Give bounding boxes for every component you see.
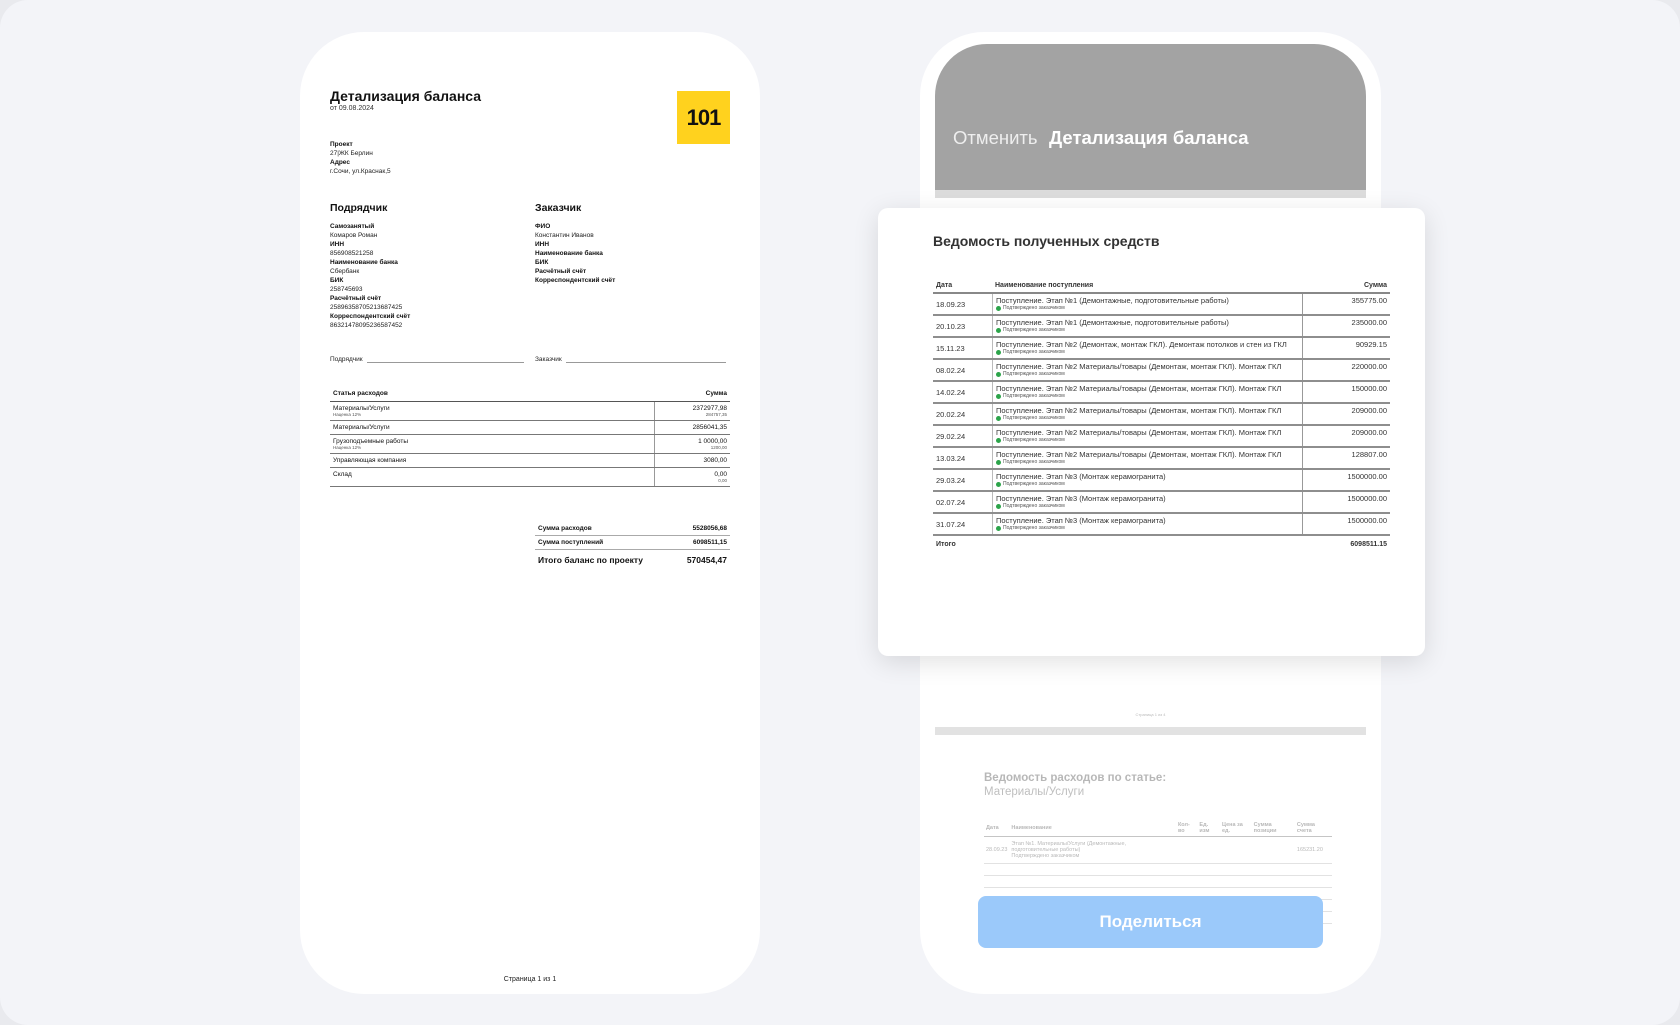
table-row (330, 421, 730, 435)
receipt-name: Поступление. Этап №2 Материалы/товары (Демонтаж, монтаж ГКЛ). Монтаж ГКЛ (996, 450, 1282, 459)
customer-signature (535, 356, 730, 363)
receipt-status-text: Подтверждено заказчиком (1003, 459, 1065, 465)
header-divider (935, 190, 1366, 198)
col-position-sum: Сумма позиции (1252, 820, 1295, 837)
receipt-name-cell (992, 426, 1303, 446)
status-dot-icon (996, 504, 1001, 509)
status-dot-icon (996, 372, 1001, 377)
receipt-status-text: Подтверждено заказчиком (1003, 503, 1065, 509)
total-expenses-label: Сумма расходов (538, 525, 592, 532)
col-expense-item: Статья расходов (333, 390, 388, 397)
table-row (933, 426, 1390, 448)
contractor-account: 25896358705213687425 (330, 304, 403, 311)
receipt-sum: 1500000.00 (1347, 516, 1387, 525)
contractor-bank-label: Наименование банка (330, 259, 398, 266)
receipt-sum: 90929.15 (1355, 340, 1387, 349)
expense-item: Управляющая компания (333, 457, 407, 464)
receipt-status (996, 481, 1299, 488)
receipt-status-text: Подтверждено заказчиком (1003, 393, 1065, 399)
receipt-date: 08.02.24 (936, 365, 966, 375)
col-invoice-sum: Сумма счета (1295, 820, 1332, 837)
receipt-status (996, 503, 1299, 510)
total-label: Итого (936, 541, 956, 548)
customer-signature-label: Заказчик (535, 356, 562, 363)
receipts-table (933, 282, 1390, 548)
receipt-status (996, 437, 1299, 444)
receipt-date: 15.11.23 (936, 343, 965, 353)
contractor-inn-label: ИНН (330, 241, 345, 248)
customer-corr-label: Корреспондентский счёт (535, 277, 616, 284)
status-dot-icon (996, 328, 1001, 333)
customer-bik-label: БИК (535, 259, 549, 266)
expense-item: Материалы/Услуги (333, 405, 390, 412)
receipt-name: Поступление. Этап №2 Материалы/товары (Демонтаж, монтаж ГКЛ). Монтаж ГКЛ (996, 362, 1282, 371)
col-date: Дата (936, 282, 953, 289)
table-row (330, 435, 730, 454)
expense-markup-sum: 0,00 (718, 478, 727, 483)
receipt-date: 20.02.24 (936, 409, 966, 419)
total-balance-value: 570454,47 (686, 555, 727, 565)
contractor-signature (330, 356, 526, 363)
col-name: Наименование (1009, 820, 1176, 837)
receipt-name-cell (992, 514, 1303, 534)
customer-bank-label: Наименование банка (535, 250, 603, 257)
table-row (984, 876, 1332, 888)
receipt-name-cell (992, 316, 1303, 336)
receipt-sum: 209000.00 (1351, 428, 1387, 437)
col-name: Наименование поступления (995, 282, 1094, 289)
receipt-date: 14.02.24 (936, 387, 966, 397)
receipt-status (996, 525, 1299, 532)
receipt-name-cell (992, 360, 1303, 380)
receipt-sum: 128807.00 (1351, 450, 1387, 459)
table-row (330, 454, 730, 468)
contractor-bik: 258745693 (330, 286, 363, 293)
signature-line (566, 357, 726, 363)
total-income-value: 6098511,15 (693, 539, 727, 546)
preview-header (935, 44, 1366, 190)
table-row (933, 404, 1390, 426)
receipt-status-text: Подтверждено заказчиком (1003, 481, 1065, 487)
table-row (984, 837, 1332, 864)
row-name (1009, 837, 1176, 864)
contractor-inn: 856908521258 (330, 250, 374, 257)
receipt-date: 13.03.24 (936, 453, 966, 463)
receipt-status (996, 459, 1299, 466)
receipts-total-row (933, 536, 1390, 548)
total-expenses-row (535, 522, 730, 536)
expense-statement-title: Ведомость расходов по статье: (984, 772, 1167, 784)
receipt-sum: 235000.00 (1351, 318, 1387, 327)
address-value: г.Сочи, ул.Краснак,5 (330, 168, 391, 175)
receipt-status-text: Подтверждено заказчиком (1003, 437, 1065, 443)
receipt-name-cell (992, 294, 1303, 314)
expense-markup: Наценка 12% (333, 412, 362, 417)
contractor-bik-label: БИК (330, 277, 344, 284)
contractor-account-label: Расчётный счёт (330, 295, 382, 302)
receipt-name-cell (992, 338, 1303, 358)
table-row (933, 382, 1390, 404)
balance-document-page (300, 32, 760, 994)
expense-item: Материалы/Услуги (333, 424, 390, 431)
expense-sum: 0,00 (714, 471, 727, 478)
table-row (933, 514, 1390, 536)
col-qty: Кол-во (1176, 820, 1197, 837)
receipt-date: 18.09.23 (936, 299, 966, 309)
receipt-date: 29.03.24 (936, 475, 966, 485)
receipts-header (933, 282, 1390, 294)
receipt-status-text: Подтверждено заказчиком (1003, 371, 1065, 377)
expense-sum: 2372977,98 (692, 405, 727, 412)
expense-sum: 1 0000,00 (698, 438, 727, 445)
status-dot-icon (996, 526, 1001, 531)
cancel-button[interactable]: Отменить (953, 127, 1038, 148)
expense-sum: 3080,00 (703, 457, 727, 464)
receipt-status-text: Подтверждено заказчиком (1003, 415, 1065, 421)
receipt-name: Поступление. Этап №1 (Демонтажные, подготовительные работы) (996, 318, 1229, 327)
receipt-name-cell (992, 492, 1303, 512)
table-row (330, 402, 730, 421)
table-row (933, 316, 1390, 338)
address-label: Адрес (330, 159, 350, 166)
receipt-status (996, 371, 1299, 378)
receipt-name-cell (992, 404, 1303, 424)
total-expenses-value: 5528056,68 (692, 525, 727, 532)
total-balance-row (535, 550, 730, 568)
receipt-date: 02.07.24 (936, 497, 966, 507)
receipts-title: Ведомость полученных средств (933, 233, 1160, 249)
total-balance-label: Итого баланс по проекту (538, 555, 643, 565)
customer-account-label: Расчётный счёт (535, 268, 587, 275)
status-dot-icon (996, 416, 1001, 421)
customer-heading: Заказчик (535, 202, 582, 214)
receipt-sum: 150000.00 (1351, 384, 1387, 393)
table-row (933, 360, 1390, 382)
col-unit: Ед. изм (1197, 820, 1220, 837)
expense-markup: Наценка 12% (333, 445, 362, 450)
receipt-name-cell (992, 448, 1303, 468)
table-row (933, 294, 1390, 316)
receipt-name: Поступление. Этап №2 Материалы/товары (Демонтаж, монтаж ГКЛ). Монтаж ГКЛ (996, 428, 1282, 437)
table-row (330, 468, 730, 487)
status-dot-icon (996, 482, 1001, 487)
expense-sum: 2856041,35 (692, 424, 727, 431)
col-date: Дата (984, 820, 1009, 837)
contractor-heading: Подрядчик (330, 202, 388, 214)
company-logo: 101 (677, 91, 730, 144)
contractor-name: Комаров Роман (330, 232, 378, 239)
contractor-bank: Сбербанк (330, 268, 360, 275)
row-total: 165231.20 (1295, 837, 1332, 864)
preview-title: Детализация баланса (1049, 127, 1249, 148)
col-price: Цена за ед. (1220, 820, 1252, 837)
row-name-text: Этап №1. Материалы/Услуги (Демонтажные, подготовительные работы) (1011, 841, 1127, 853)
receipt-name: Поступление. Этап №3 (Монтаж керамогранита) (996, 472, 1166, 481)
receipt-name: Поступление. Этап №3 (Монтаж керамогранита) (996, 494, 1166, 503)
contractor-corr: 86321478095236587452 (330, 322, 403, 329)
expense-markup-sum: 284757,35 (705, 412, 727, 417)
receipt-name: Поступление. Этап №1 (Демонтажные, подготовительные работы) (996, 296, 1229, 305)
signature-line (367, 357, 524, 363)
contractor-type-label: Самозанятый (330, 223, 375, 230)
receipt-sum: 1500000.00 (1347, 472, 1387, 481)
row-status: Подтверждено заказчиком (1011, 853, 1080, 859)
table-row (984, 864, 1332, 876)
page-indicator: Страница 1 из 4 (1135, 712, 1166, 717)
receipt-status-text: Подтверждено заказчиком (1003, 305, 1065, 311)
receipt-status (996, 393, 1299, 400)
status-dot-icon (996, 394, 1001, 399)
status-dot-icon (996, 460, 1001, 465)
balance-totals (535, 522, 730, 568)
table-row (933, 492, 1390, 514)
document-date: от 09.08.2024 (330, 105, 374, 112)
table-row (933, 470, 1390, 492)
receipt-date: 20.10.23 (936, 321, 966, 331)
expenses-table (330, 390, 730, 487)
customer-fio-label: ФИО (535, 223, 551, 230)
page-separator (935, 727, 1366, 735)
project-info (330, 140, 530, 176)
receipt-status-text: Подтверждено заказчиком (1003, 349, 1065, 355)
status-dot-icon (996, 350, 1001, 355)
expense-markup-sum: 1200,00 (710, 445, 727, 450)
receipt-name: Поступление. Этап №3 (Монтаж керамогранита) (996, 516, 1166, 525)
receipt-status (996, 415, 1299, 422)
receipt-sum: 220000.00 (1351, 362, 1387, 371)
receipt-name-cell (992, 382, 1303, 402)
row-date: 28.09.23 (984, 837, 1009, 864)
total-value: 6098511.15 (1350, 541, 1387, 548)
receipt-name-cell (992, 470, 1303, 490)
customer-inn-label: ИНН (535, 241, 550, 248)
receipt-sum: 355775.00 (1351, 296, 1387, 305)
customer-details (535, 222, 725, 285)
receipt-status (996, 305, 1299, 312)
receipt-sum: 1500000.00 (1347, 494, 1387, 503)
customer-fio: Константин Иванов (535, 232, 594, 239)
contractor-signature-label: Подрядчик (330, 356, 363, 363)
receipt-name: Поступление. Этап №2 (Демонтаж, монтаж ГКЛ). Демонтаж потолков и стен из ГКЛ (996, 340, 1287, 349)
share-button[interactable]: Поделиться (978, 896, 1323, 948)
receipt-date: 31.07.24 (936, 519, 966, 529)
project-value: 27|ЖК Берлин (330, 150, 373, 157)
page-counter: Страница 1 из 1 (503, 976, 557, 983)
contractor-corr-label: Корреспондентский счёт (330, 313, 411, 320)
project-label: Проект (330, 141, 353, 148)
status-dot-icon (996, 438, 1001, 443)
status-dot-icon (996, 306, 1001, 311)
col-expense-sum: Сумма (705, 390, 727, 397)
expense-item: Грузоподъемные работы (333, 438, 409, 445)
receipt-status (996, 349, 1299, 356)
receipts-statement-card (878, 208, 1425, 656)
table-row (933, 338, 1390, 360)
document-title: Детализация баланса (330, 88, 482, 104)
table-row (933, 448, 1390, 470)
expenses-header (330, 390, 730, 402)
total-income-row (535, 536, 730, 550)
contractor-details (330, 222, 520, 330)
col-sum: Сумма (1363, 282, 1387, 289)
receipt-status (996, 327, 1299, 334)
receipt-name: Поступление. Этап №2 Материалы/товары (Демонтаж, монтаж ГКЛ). Монтаж ГКЛ (996, 384, 1282, 393)
receipt-sum: 209000.00 (1351, 406, 1387, 415)
receipt-status-text: Подтверждено заказчиком (1003, 327, 1065, 333)
expense-item: Склад (333, 471, 352, 478)
expense-statement-subtitle: Материалы/Услуги (984, 786, 1085, 798)
receipt-date: 29.02.24 (936, 431, 966, 441)
receipts-rows (933, 294, 1390, 536)
receipt-status-text: Подтверждено заказчиком (1003, 525, 1065, 531)
receipt-name: Поступление. Этап №2 Материалы/товары (Демонтаж, монтаж ГКЛ). Монтаж ГКЛ (996, 406, 1282, 415)
total-income-label: Сумма поступлений (538, 539, 604, 546)
